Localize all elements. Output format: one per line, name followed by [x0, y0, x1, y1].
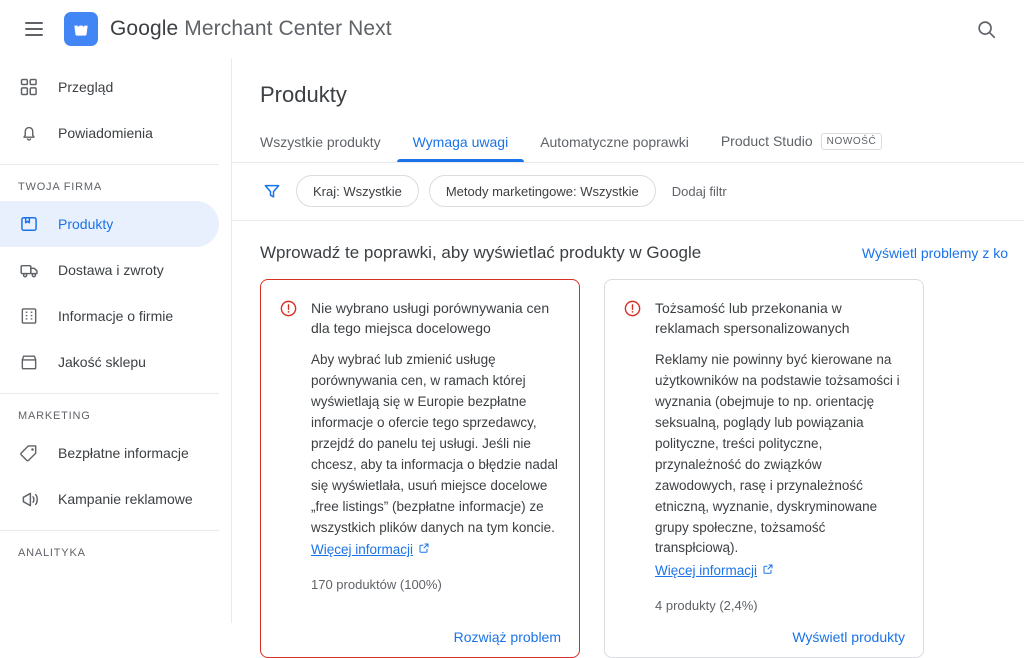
sidebar-item-informacje-o-firmie[interactable] [0, 293, 219, 339]
sidebar-item-label: Kampanie reklamowe [58, 491, 193, 507]
issue-card-body [311, 350, 561, 561]
sidebar-section-twoja-firma: TWOJA FIRMA [0, 164, 219, 201]
sidebar-item-label: Jakość sklepu [58, 354, 146, 370]
learn-more-label: Więcej informacji [311, 542, 414, 558]
sidebar-item-label: Informacje o firmie [58, 308, 174, 324]
sidebar-item-label: Przegląd [58, 79, 114, 95]
issue-card-header [623, 298, 905, 339]
search-icon[interactable] [966, 9, 1006, 49]
view-products-button[interactable]: Wyświetl produkty [792, 629, 905, 646]
tab-label: Product Studio [720, 133, 813, 150]
issue-card-description: Reklamy nie powinny być kierowane na użytkowników na podstawie tożsamości i wyznania (obejmuje to np. orientację seksualną, poglądy lub powiązania polityczne, treści polityczne, przynależność do związków zawodowych, rasę i przynależność etniczną, wyznanie, dyskryminowane grupy społeczne, tożsamość transpłciową). [655, 352, 900, 556]
store-icon [18, 351, 40, 373]
tab-bar [232, 122, 1024, 163]
merchant-center-logo-icon [64, 12, 98, 46]
sidebar-item-kampanie-reklamowe[interactable] [0, 476, 219, 522]
building-icon [18, 305, 40, 327]
brand-title [110, 17, 392, 41]
chip-label: Kraj: Wszystkie [313, 183, 402, 199]
sidebar-section-analityka: ANALITYKA [0, 530, 219, 567]
dashboard-icon [18, 76, 40, 98]
hamburger-line [25, 34, 43, 36]
megaphone-icon [18, 488, 40, 510]
issue-card-count: 4 produkty (2,4%) [655, 598, 758, 614]
tab-automatyczne-poprawki[interactable] [524, 134, 705, 162]
sidebar-item-produkty[interactable] [0, 201, 219, 247]
external-link-icon [762, 561, 774, 582]
sidebar-item-label: Powiadomienia [58, 125, 153, 141]
body [0, 58, 1024, 646]
issue-card-title: Nie wybrano usługi porównywania cen dla tego miejsca docelowego [311, 299, 550, 336]
sidebar [0, 58, 232, 623]
panel-title: Wprowadź te poprawki, aby wyświetlać produkty w Google [260, 242, 702, 262]
chip-label: Metody marketingowe: Wszystkie [445, 183, 639, 199]
learn-more-label: Więcej informacji [655, 563, 758, 579]
filter-icon[interactable] [258, 177, 286, 205]
tag-icon [18, 442, 40, 464]
sidebar-section-marketing: MARKETING [0, 393, 219, 430]
filter-chip-kraj[interactable] [296, 175, 419, 207]
products-icon [18, 213, 40, 235]
issue-card-footer [279, 613, 561, 645]
brand-prefix: Google [110, 17, 179, 40]
issue-card-count: 170 produktów (100%) [311, 577, 442, 593]
sidebar-item-label: Dostawa i zwroty [58, 262, 164, 278]
issue-card-personalized-ads [604, 279, 924, 658]
error-circle-icon [623, 299, 643, 323]
tab-label: Automatyczne poprawki [540, 133, 689, 150]
tab-product-studio[interactable] [705, 133, 899, 162]
view-account-issues-link[interactable]: Wyświetl problemy z ko [861, 244, 1008, 261]
error-circle-icon [279, 299, 299, 323]
sidebar-item-label: Produkty [58, 216, 114, 232]
panel-header [232, 221, 1024, 279]
tab-label: Wymaga uwagi [412, 133, 509, 150]
sidebar-item-dostawa-i-zwroty[interactable] [0, 247, 219, 293]
sidebar-item-powiadomienia[interactable] [0, 110, 219, 156]
top-bar [0, 0, 1024, 58]
issue-card-title: Tożsamość lub przekonania w reklamach spersonalizowanych [655, 299, 850, 336]
sidebar-item-przeglad[interactable] [0, 64, 219, 110]
filter-chip-metody-marketingowe[interactable] [429, 175, 656, 207]
truck-icon [18, 259, 40, 281]
hamburger-icon[interactable] [14, 9, 54, 49]
resolve-issue-button[interactable]: Rozwiąż problem [453, 629, 561, 646]
issue-card-body [655, 350, 905, 582]
hamburger-line [25, 28, 43, 30]
sidebar-item-jakosc-sklepu[interactable] [0, 339, 219, 385]
hamburger-line [25, 22, 43, 24]
bell-icon [18, 122, 40, 144]
sidebar-item-label: Bezpłatne informacje [58, 445, 189, 461]
learn-more-link[interactable] [311, 540, 430, 561]
issues-panel-inner [232, 221, 1024, 646]
issue-card-description: Aby wybrać lub zmienić usługę porównywania cen, w ramach której wyświetlają się w Europie bezpłatne informacje o ofercie tego sprzedawcy, przejdź do panelu tej usługi. Jeśli nie chcesz, aby ta informacja o błędzie nadal się wyświetlała, usuń miejsce docelowe „free listings” (bezpłatne informacje) ze wszystkich plików danych na tym koncie. [311, 352, 558, 535]
add-filter-button[interactable]: Dodaj filtr [671, 183, 727, 199]
external-link-icon [418, 540, 430, 561]
sidebar-item-bezplatne-informacje[interactable] [0, 430, 219, 476]
issue-card-comparison-shopping [260, 279, 580, 658]
learn-more-link[interactable] [655, 561, 774, 582]
tab-wszystkie-produkty[interactable] [260, 134, 397, 162]
brand-suffix: Merchant Center Next [184, 17, 392, 40]
tab-wymaga-uwagi[interactable] [397, 134, 525, 162]
tab-label: Wszystkie produkty [260, 133, 381, 150]
issue-card-header [279, 298, 561, 339]
status-badge: NOWOŚĆ [821, 133, 883, 150]
issues-panel [232, 221, 1024, 646]
page-title: Produkty [260, 82, 347, 107]
main-content [232, 58, 1024, 646]
issue-card-footer [623, 613, 905, 645]
brand[interactable] [64, 12, 392, 46]
filter-bar [232, 163, 1024, 221]
issue-card-list [232, 279, 1024, 658]
